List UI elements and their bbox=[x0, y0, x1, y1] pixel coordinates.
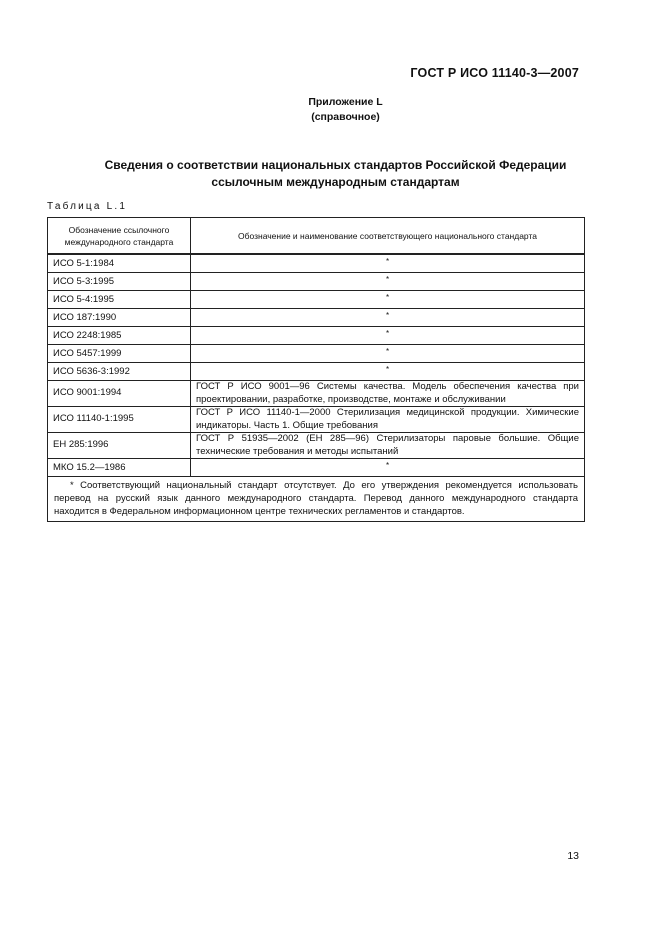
national-standard-cell: * bbox=[191, 345, 585, 363]
reference-standard-cell: ИСО 2248:1985 bbox=[48, 327, 191, 345]
reference-standard-cell: ИСО 5-4:1995 bbox=[48, 291, 191, 309]
table-row bbox=[48, 273, 585, 291]
reference-standard-cell: ИСО 5636-3:1992 bbox=[48, 363, 191, 381]
reference-standard-cell: ИСО 11140-1:1995 bbox=[48, 407, 191, 433]
reference-standard-cell: ИСО 5-3:1995 bbox=[48, 273, 191, 291]
national-standard-cell: * bbox=[191, 327, 585, 345]
table-row bbox=[48, 459, 585, 477]
section-title-line-2: ссылочным международным стандартам bbox=[211, 175, 460, 189]
correspondence-table bbox=[47, 217, 585, 522]
reference-standard-cell: МКО 15.2—1986 bbox=[48, 459, 191, 477]
reference-standard-cell: ИСО 187:1990 bbox=[48, 309, 191, 327]
national-standard-cell: * bbox=[191, 273, 585, 291]
table-row bbox=[48, 254, 585, 273]
section-title bbox=[0, 157, 661, 191]
table-header-row bbox=[48, 218, 585, 255]
table-row bbox=[48, 363, 585, 381]
table-row bbox=[48, 433, 585, 459]
national-standard-cell: * bbox=[191, 291, 585, 309]
table-row bbox=[48, 345, 585, 363]
reference-standard-cell: ИСО 5-1:1984 bbox=[48, 254, 191, 273]
standard-id: ГОСТ Р ИСО 11140-3—2007 bbox=[410, 66, 579, 80]
table-row bbox=[48, 309, 585, 327]
national-standard-cell: * bbox=[191, 309, 585, 327]
table-label: Таблица L.1 bbox=[47, 201, 128, 212]
national-standard-cell: * bbox=[191, 363, 585, 381]
page-number: 13 bbox=[567, 850, 579, 862]
reference-standard-cell: ИСО 5457:1999 bbox=[48, 345, 191, 363]
table-footnote: * Соответствующий национальный стандарт отсутствует. До его утверждения рекомендуется использовать перевод на русский язык данного международного стандарта. Перевод данного международного стандарта находится в Федеральном информационном центре технических регламентов и стандартов. bbox=[48, 477, 585, 522]
national-standard-cell: ГОСТ Р ИСО 9001—96 Системы качества. Модель обеспечения качества при проектировании, разработке, производстве, монтаже и обслуживании bbox=[191, 381, 585, 407]
table-row bbox=[48, 407, 585, 433]
appendix-title: Приложение L bbox=[308, 96, 383, 108]
national-standard-cell: ГОСТ Р 51935—2002 (ЕН 285—96) Стерилизаторы паровые большие. Общие технические требования и методы испытаний bbox=[191, 433, 585, 459]
table-footnote-row bbox=[48, 477, 585, 522]
reference-standard-cell: ИСО 9001:1994 bbox=[48, 381, 191, 407]
table-row bbox=[48, 291, 585, 309]
national-standard-cell: * bbox=[191, 459, 585, 477]
header-national-standard: Обозначение и наименование соответствующего национального стандарта bbox=[191, 218, 585, 255]
national-standard-cell: ГОСТ Р ИСО 11140-1—2000 Стерилизация медицинской продукции. Химические индикаторы. Часть 1. Общие требования bbox=[191, 407, 585, 433]
table-row bbox=[48, 327, 585, 345]
national-standard-cell: * bbox=[191, 254, 585, 273]
header-reference-standard: Обозначение ссылочного международного стандарта bbox=[48, 218, 191, 255]
reference-standard-cell: ЕН 285:1996 bbox=[48, 433, 191, 459]
table-row bbox=[48, 381, 585, 407]
appendix-heading bbox=[0, 95, 661, 125]
appendix-type: (справочное) bbox=[311, 111, 380, 123]
section-title-line-1: Сведения о соответствии национальных стандартов Российской Федерации bbox=[104, 158, 567, 172]
